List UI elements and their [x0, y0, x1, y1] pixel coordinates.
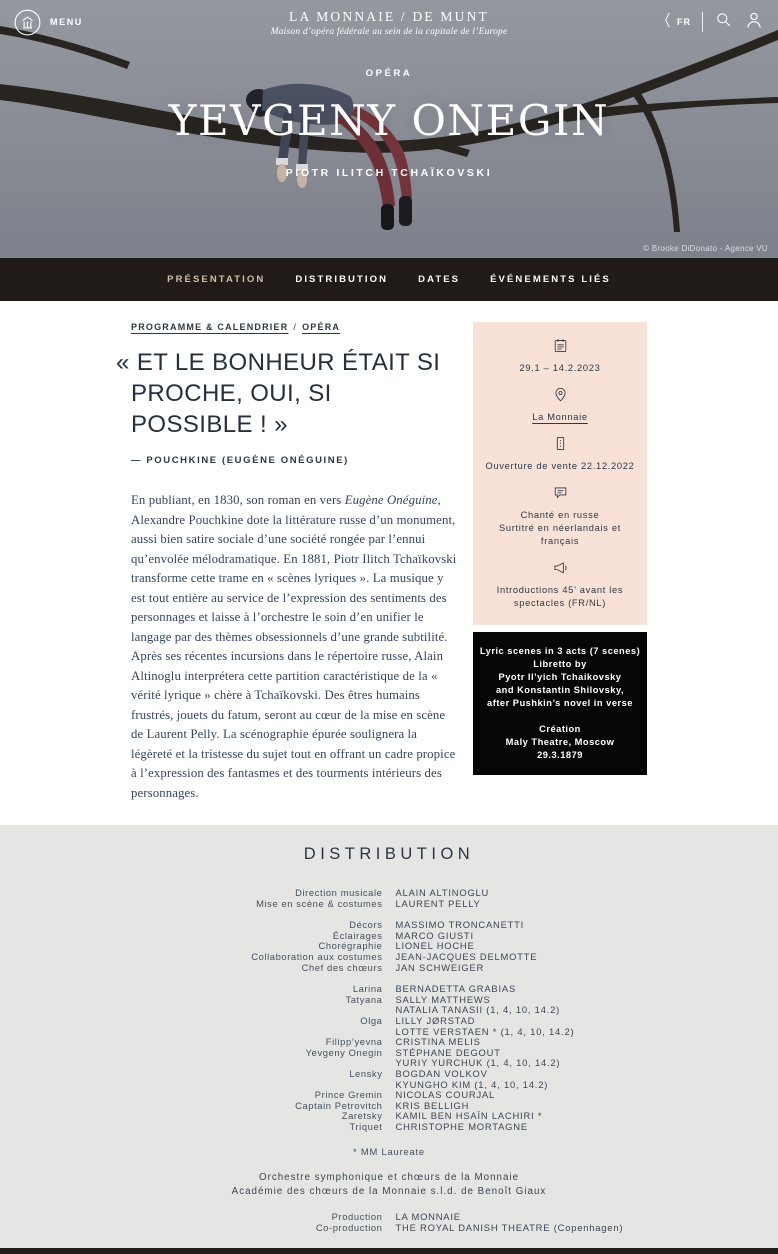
article-body: [131, 491, 459, 803]
info-line: Ouverture de vente 22.12.2022: [485, 461, 635, 471]
info-line: français: [540, 536, 580, 546]
brand-title: LA MONNAIE / DE MUNT: [288, 9, 489, 24]
nav-tab-evenements-lies[interactable]: ÉVÉNEMENTS LIÉS: [490, 274, 611, 285]
fact-line: after Pushkin’s novel in verse: [487, 698, 633, 708]
fact-line: and Konstantin Shilovsky,: [495, 685, 625, 695]
section-nav: [0, 258, 778, 301]
info-line: Introductions 45’ avant les: [496, 585, 624, 595]
credit-name: ALAIN ALTINOGLU: [395, 887, 490, 898]
hero-section: [0, 0, 778, 258]
info-line: 29.1 – 14.2.2023: [519, 363, 601, 373]
credit-row: [0, 1122, 778, 1133]
credit-row: [0, 941, 778, 952]
ensemble-line: Orchestre symphonique et chœurs de la Monnaie: [258, 1172, 520, 1184]
credit-name: YURIY YURCHUK (1, 4, 10, 14.2): [395, 1057, 561, 1069]
credit-row: [0, 1212, 778, 1223]
location-pin-icon: [552, 386, 569, 403]
brand-subtitle: Maison d’opéra fédérale au sein de la capitale de l’Europe: [270, 27, 508, 37]
topbar-divider: [702, 12, 703, 32]
nav-tab-dates[interactable]: DATES: [418, 274, 461, 285]
theatre-building-icon: [14, 9, 41, 36]
credit-row: [0, 1069, 778, 1090]
credit-name: JAN SCHWEIGER: [395, 961, 485, 973]
info-item-dates: [483, 337, 637, 375]
credit-row: [0, 1016, 778, 1037]
credit-role: Triquet: [349, 1120, 383, 1132]
credit-name: MASSIMO TRONCANETTI: [395, 919, 525, 931]
quote-attribution: — POUCHKINE (EUGÈNE ONÉGUINE): [131, 455, 349, 466]
calendar-icon: [552, 337, 569, 354]
menu-button[interactable]: [14, 9, 83, 36]
page-title: YEVGENY ONEGIN: [168, 96, 610, 145]
utility-group: [662, 10, 764, 35]
credit-names: [396, 899, 648, 910]
info-item-venue: [483, 386, 637, 424]
credit-row: [0, 931, 778, 942]
distribution-title: DISTRIBUTION: [303, 845, 475, 863]
credit-name: STÉPHANE DEGOUT: [395, 1046, 501, 1058]
credit-name: THE ROYAL DANISH THEATRE (Copenhagen): [395, 1222, 624, 1234]
credit-name: LIONEL HOCHE: [395, 940, 475, 952]
distribution-section: [0, 825, 778, 1248]
footer-bar: [0, 1248, 778, 1254]
body-text-part: , Alexandre Pouchkine dote la littérature russe d’un monument, aussi bien satire sociale d’une société rongée par l’ennui qu’envolée mélodramatique. En 1881, Piotr Ilitch Tchaïkovski transforme cette trame en « scènes lyriques ». La musique y est tout entière au service de l’expression des sentiments des personnages et laisse à l’orchestre le soin d’en unifier le langage par des thèmes obsessionnels d’une grande subtilité. Après ses récentes incursions dans le répertoire russe, Alain Altinoglu interprétera cette partition caractéristique de la « vérité lyrique » chère à Tchaïkovski. Des êtres humains frustrés, jouets du fatum, seront au cœur de la mise en scène de Laurent Pelly. La scénographie épurée soulignera la légèreté et la tristesse du sujet tout en offrant un cadre propice à l’expression des fantasmes et des tourments intérieurs des personnages.: [131, 493, 457, 800]
credit-name: BOGDAN VOLKOV: [395, 1067, 488, 1079]
production-credits: [0, 1212, 778, 1233]
credit-names: [396, 1016, 648, 1037]
credit-role: Yevgeny Onegin: [305, 1046, 383, 1058]
nav-tab-presentation[interactable]: PRÉSENTATION: [167, 274, 266, 285]
credit-group: [0, 888, 778, 909]
credit-name: KRIS BELLIGH: [395, 1099, 470, 1111]
credits-footnote: * MM Laureate: [353, 1146, 425, 1158]
credit-row: [0, 952, 778, 963]
ensemble-line: Académie des chœurs de la Monnaie s.l.d. de Benoît Giaux: [231, 1185, 547, 1197]
language-label: FR: [677, 17, 691, 27]
credit-row: [0, 995, 778, 1016]
info-item-sales: [483, 435, 637, 473]
fact-box: [473, 632, 647, 775]
fact-line: Pyotr Il’yich Tchaikovsky: [498, 672, 622, 682]
photo-credit: © Brooke DiDonato - Agence VU: [643, 244, 768, 253]
credit-role: Direction musicale: [295, 887, 383, 898]
credit-role: Chef des chœurs: [301, 961, 383, 973]
credit-row: [0, 920, 778, 931]
credit-role: Filipp’yevna: [325, 1036, 383, 1048]
credit-role: Éclairages: [332, 929, 383, 941]
fact-line: Maly Theatre, Moscow: [505, 737, 615, 747]
fact-line: Création: [539, 724, 581, 734]
megaphone-icon: [552, 559, 569, 576]
user-icon[interactable]: [744, 10, 764, 35]
main-content: [0, 301, 778, 825]
body-text-part: En publiant, en 1830, son roman en vers: [131, 493, 345, 507]
credit-names: [396, 1069, 648, 1090]
fact-block: [479, 645, 641, 710]
credits-list: [0, 888, 778, 1132]
credit-role: Production: [331, 1211, 383, 1223]
credit-name: LILLY JØRSTAD: [395, 1014, 476, 1026]
credit-role: Chorégraphie: [318, 940, 383, 952]
credit-role: Collaboration aux costumes: [251, 950, 383, 962]
credit-role: Prince Gremin: [314, 1089, 383, 1101]
speech-bubble-icon: [552, 484, 569, 501]
credit-role: Captain Petrovitch: [295, 1099, 383, 1111]
credit-name: MARCO GIUSTI: [395, 929, 474, 941]
language-switcher[interactable]: [662, 11, 691, 34]
credit-row: [0, 899, 778, 910]
breadcrumb-link-opera[interactable]: OPÉRA: [302, 322, 341, 332]
ensembles: [0, 1171, 778, 1198]
fact-line: Lyric scenes in 3 acts (7 scenes): [479, 646, 641, 656]
credit-name: LA MONNAIE: [395, 1211, 461, 1223]
credit-row: [0, 1048, 778, 1069]
credit-role: Olga: [360, 1014, 383, 1026]
nav-tab-distribution[interactable]: DISTRIBUTION: [295, 274, 389, 285]
credit-role: Larina: [352, 983, 383, 995]
info-line: Surtitré en néerlandais et: [498, 523, 622, 533]
credit-name: BERNADETTA GRABIAS: [395, 983, 516, 995]
fact-line: 29.3.1879: [537, 750, 583, 760]
credit-row: [0, 1223, 778, 1234]
article-quote: « ET LE BONHEUR ÉTAIT SI PROCHE, OUI, SI POSSIBLE ! »: [116, 349, 441, 438]
credit-role: Tatyana: [345, 993, 383, 1005]
credit-names: [396, 995, 648, 1016]
credit-names: [396, 1122, 648, 1133]
breadcrumb-separator: /: [293, 322, 298, 332]
credit-name: KAMIL BEN HSAÏN LACHIRI *: [395, 1110, 543, 1122]
credit-role: Zaretsky: [341, 1110, 383, 1122]
chevron-left-icon: [662, 11, 673, 34]
body-text-italic: Eugène Onéguine: [344, 493, 438, 507]
credit-row: [0, 1111, 778, 1122]
fact-line: Libretto by: [533, 659, 587, 669]
credit-role: Co-production: [315, 1222, 383, 1234]
credit-row: [0, 963, 778, 974]
credit-name: SALLY MATTHEWS: [395, 993, 491, 1005]
search-icon[interactable]: [714, 10, 733, 34]
credit-name: NICOLAS COURJAL: [395, 1089, 496, 1101]
fact-block: [479, 723, 641, 762]
credit-row: [0, 1090, 778, 1101]
credit-names: [396, 952, 648, 963]
credit-names: [396, 1223, 648, 1234]
breadcrumb: [131, 322, 459, 332]
info-box: [473, 322, 647, 625]
credit-name: LOTTE VERSTAEN * (1, 4, 10, 14.2): [395, 1025, 575, 1037]
credit-row: [0, 1037, 778, 1048]
credit-names: [396, 888, 648, 899]
credit-names: [396, 1048, 648, 1069]
brand[interactable]: [271, 9, 508, 37]
credit-role: Décors: [349, 919, 383, 931]
credit-name: CHRISTOPHE MORTAGNE: [395, 1120, 528, 1132]
credit-group: [0, 984, 778, 1132]
credit-names: [396, 963, 648, 974]
credit-role: Mise en scène & costumes: [256, 897, 383, 909]
credit-name: JEAN-JACQUES DELMOTTE: [395, 950, 538, 962]
hero-category: OPÉRA: [365, 68, 413, 79]
hero-text: [0, 68, 778, 179]
hero-composer: PIOTR ILITCH TCHAÏKOVSKI: [285, 167, 493, 179]
credit-name: NATALIA TANASII (1, 4, 10, 14.2): [395, 1004, 561, 1016]
credit-name: LAURENT PELLY: [395, 897, 481, 909]
credit-name: KYUNGHO KIM (1, 4, 10, 14.2): [395, 1078, 549, 1090]
breadcrumb-link-programme-calendrier[interactable]: PROGRAMME & CALENDRIER: [131, 322, 289, 332]
ticket-icon: [552, 435, 569, 452]
credit-row: [0, 1101, 778, 1112]
credit-role: Lensky: [349, 1067, 383, 1079]
credit-row: [0, 984, 778, 995]
credit-group: [0, 920, 778, 973]
info-item-language: [483, 484, 637, 548]
menu-label: MENU: [50, 17, 83, 27]
credit-row: [0, 888, 778, 899]
info-line: Chanté en russe: [520, 510, 600, 520]
info-item-introductions: [483, 559, 637, 610]
credit-name: CRISTINA MELIS: [395, 1036, 481, 1048]
venue-link[interactable]: La Monnaie: [532, 412, 588, 422]
info-line: spectacles (FR/NL): [513, 598, 607, 608]
